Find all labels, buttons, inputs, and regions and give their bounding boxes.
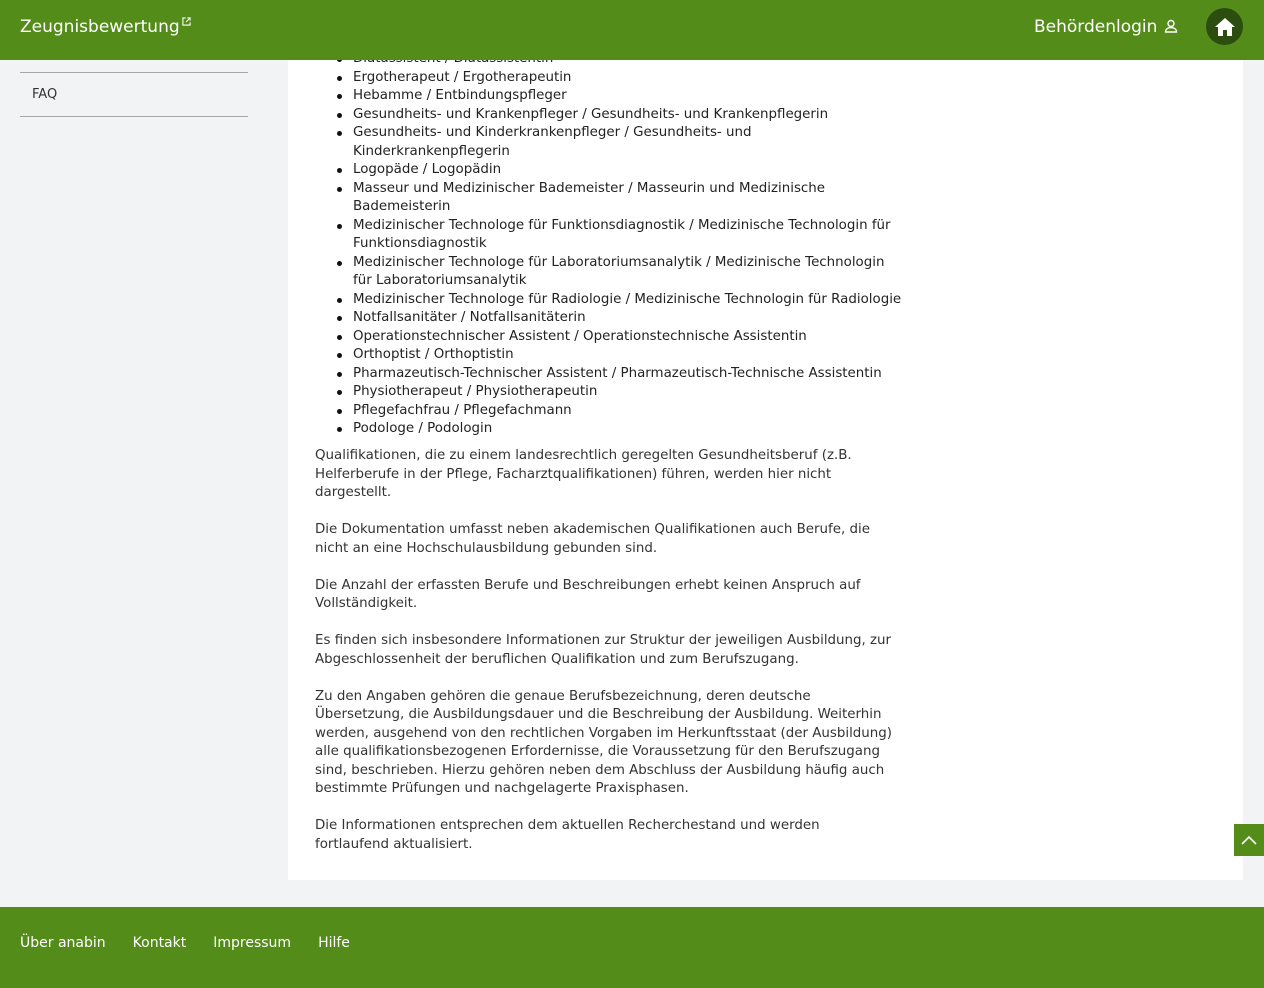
paragraph: Qualifikationen, die zu einem landesrechtlich geregelten Gesundheitsberuf (z.B. Helferberufe in der Pflege, Facharztqualifikationen) führen, werden hier nicht dargestellt. <box>315 448 852 500</box>
list-item: Pharmazeutisch-Technischer Assistent / Pharmazeutisch-Technische Assistentin <box>353 365 903 384</box>
description-text <box>315 447 895 873</box>
list-item: Logopäde / Logopädin <box>353 161 903 180</box>
list-item: Gesundheits- und Kinderkrankenpfleger / Gesundheits- und Kinderkrankenpflegerin <box>353 124 903 161</box>
list-item: Orthoptist / Orthoptistin <box>353 346 903 365</box>
chevron-up-icon <box>1241 835 1257 845</box>
paragraph: Die Anzahl der erfassten Berufe und Beschreibungen erhebt keinen Anspruch auf Vollständigkeit. <box>315 577 861 611</box>
login-label: Behördenlogin <box>1034 17 1158 37</box>
list-item: Masseur und Medizinischer Bademeister / Masseurin und Medizinische Bademeisterin <box>353 180 903 217</box>
list-item: Physiotherapeut / Physiotherapeutin <box>353 383 903 402</box>
sidebar-item-faq[interactable] <box>20 72 248 117</box>
footer <box>0 907 1264 988</box>
paragraph: Zu den Angaben gehören die genaue Berufsbezeichnung, deren deutsche Übersetzung, die Ausbildungsdauer und die Beschreibung der Ausbildung. Weiterhin werden, ausgehend von den rechtlichen Vorgaben im Herkunftsstaat (der Ausbildung) alle qualifikationsbezogenen Erfordernisse, die Voraussetzung für den Berufszugang sind, beschrieben. Hierzu gehören neben dem Abschluss der Ausbildung häufig auch bestimmte Prüfungen und nachgelagerte Praxisphasen. <box>315 688 892 796</box>
external-link-icon <box>182 17 191 26</box>
profession-list <box>353 50 903 439</box>
home-button[interactable] <box>1206 8 1243 45</box>
sidebar-item-label: FAQ <box>32 87 58 102</box>
user-icon <box>1164 19 1178 33</box>
footer-links <box>20 935 377 951</box>
list-item: Notfallsanitäter / Notfallsanitäterin <box>353 309 903 328</box>
scroll-to-top-button[interactable] <box>1234 824 1264 856</box>
main-content <box>288 0 1243 880</box>
authority-login-button[interactable] <box>1034 17 1178 37</box>
list-item: Podologe / Podologin <box>353 420 903 439</box>
list-item: Ergotherapeut / Ergotherapeutin <box>353 69 903 88</box>
paragraph: Die Informationen entsprechen dem aktuellen Recherchestand und werden fortlaufend aktualisiert. <box>315 818 820 852</box>
list-item: Medizinischer Technologe für Funktionsdiagnostik / Medizinische Technologin für Funktionsdiagnostik <box>353 217 903 254</box>
top-header <box>0 0 1264 60</box>
sidebar-nav <box>20 72 248 117</box>
footer-link-contact[interactable]: Kontakt <box>132 935 187 951</box>
paragraph: Es finden sich insbesondere Informationen zur Struktur der jeweiligen Ausbildung, zur Abgeschlossenheit der beruflichen Qualifikation und zum Berufszugang. <box>315 633 892 667</box>
list-item: Pflegefachfrau / Pflegefachmann <box>353 402 903 421</box>
footer-link-imprint[interactable]: Impressum <box>213 935 292 951</box>
brand-link[interactable] <box>20 17 191 37</box>
list-item: Operationstechnischer Assistent / Operationstechnische Assistentin <box>353 328 903 347</box>
list-item: Medizinischer Technologe für Radiologie / Medizinische Technologin für Radiologie <box>353 291 903 310</box>
home-icon <box>1214 17 1236 37</box>
brand-label: Zeugnisbewertung <box>20 17 180 37</box>
list-item: Medizinischer Technologe für Laboratoriumsanalytik / Medizinische Technologin für Laboratoriumsanalytik <box>353 254 903 291</box>
footer-link-help[interactable]: Hilfe <box>318 935 350 951</box>
paragraph: Die Dokumentation umfasst neben akademischen Qualifikationen auch Berufe, die nicht an eine Hochschulausbildung gebunden sind. <box>315 522 870 556</box>
list-item: Gesundheits- und Krankenpfleger / Gesundheits- und Krankenpflegerin <box>353 106 903 125</box>
list-item: Hebamme / Entbindungspfleger <box>353 87 903 106</box>
footer-link-about[interactable]: Über anabin <box>20 935 106 951</box>
